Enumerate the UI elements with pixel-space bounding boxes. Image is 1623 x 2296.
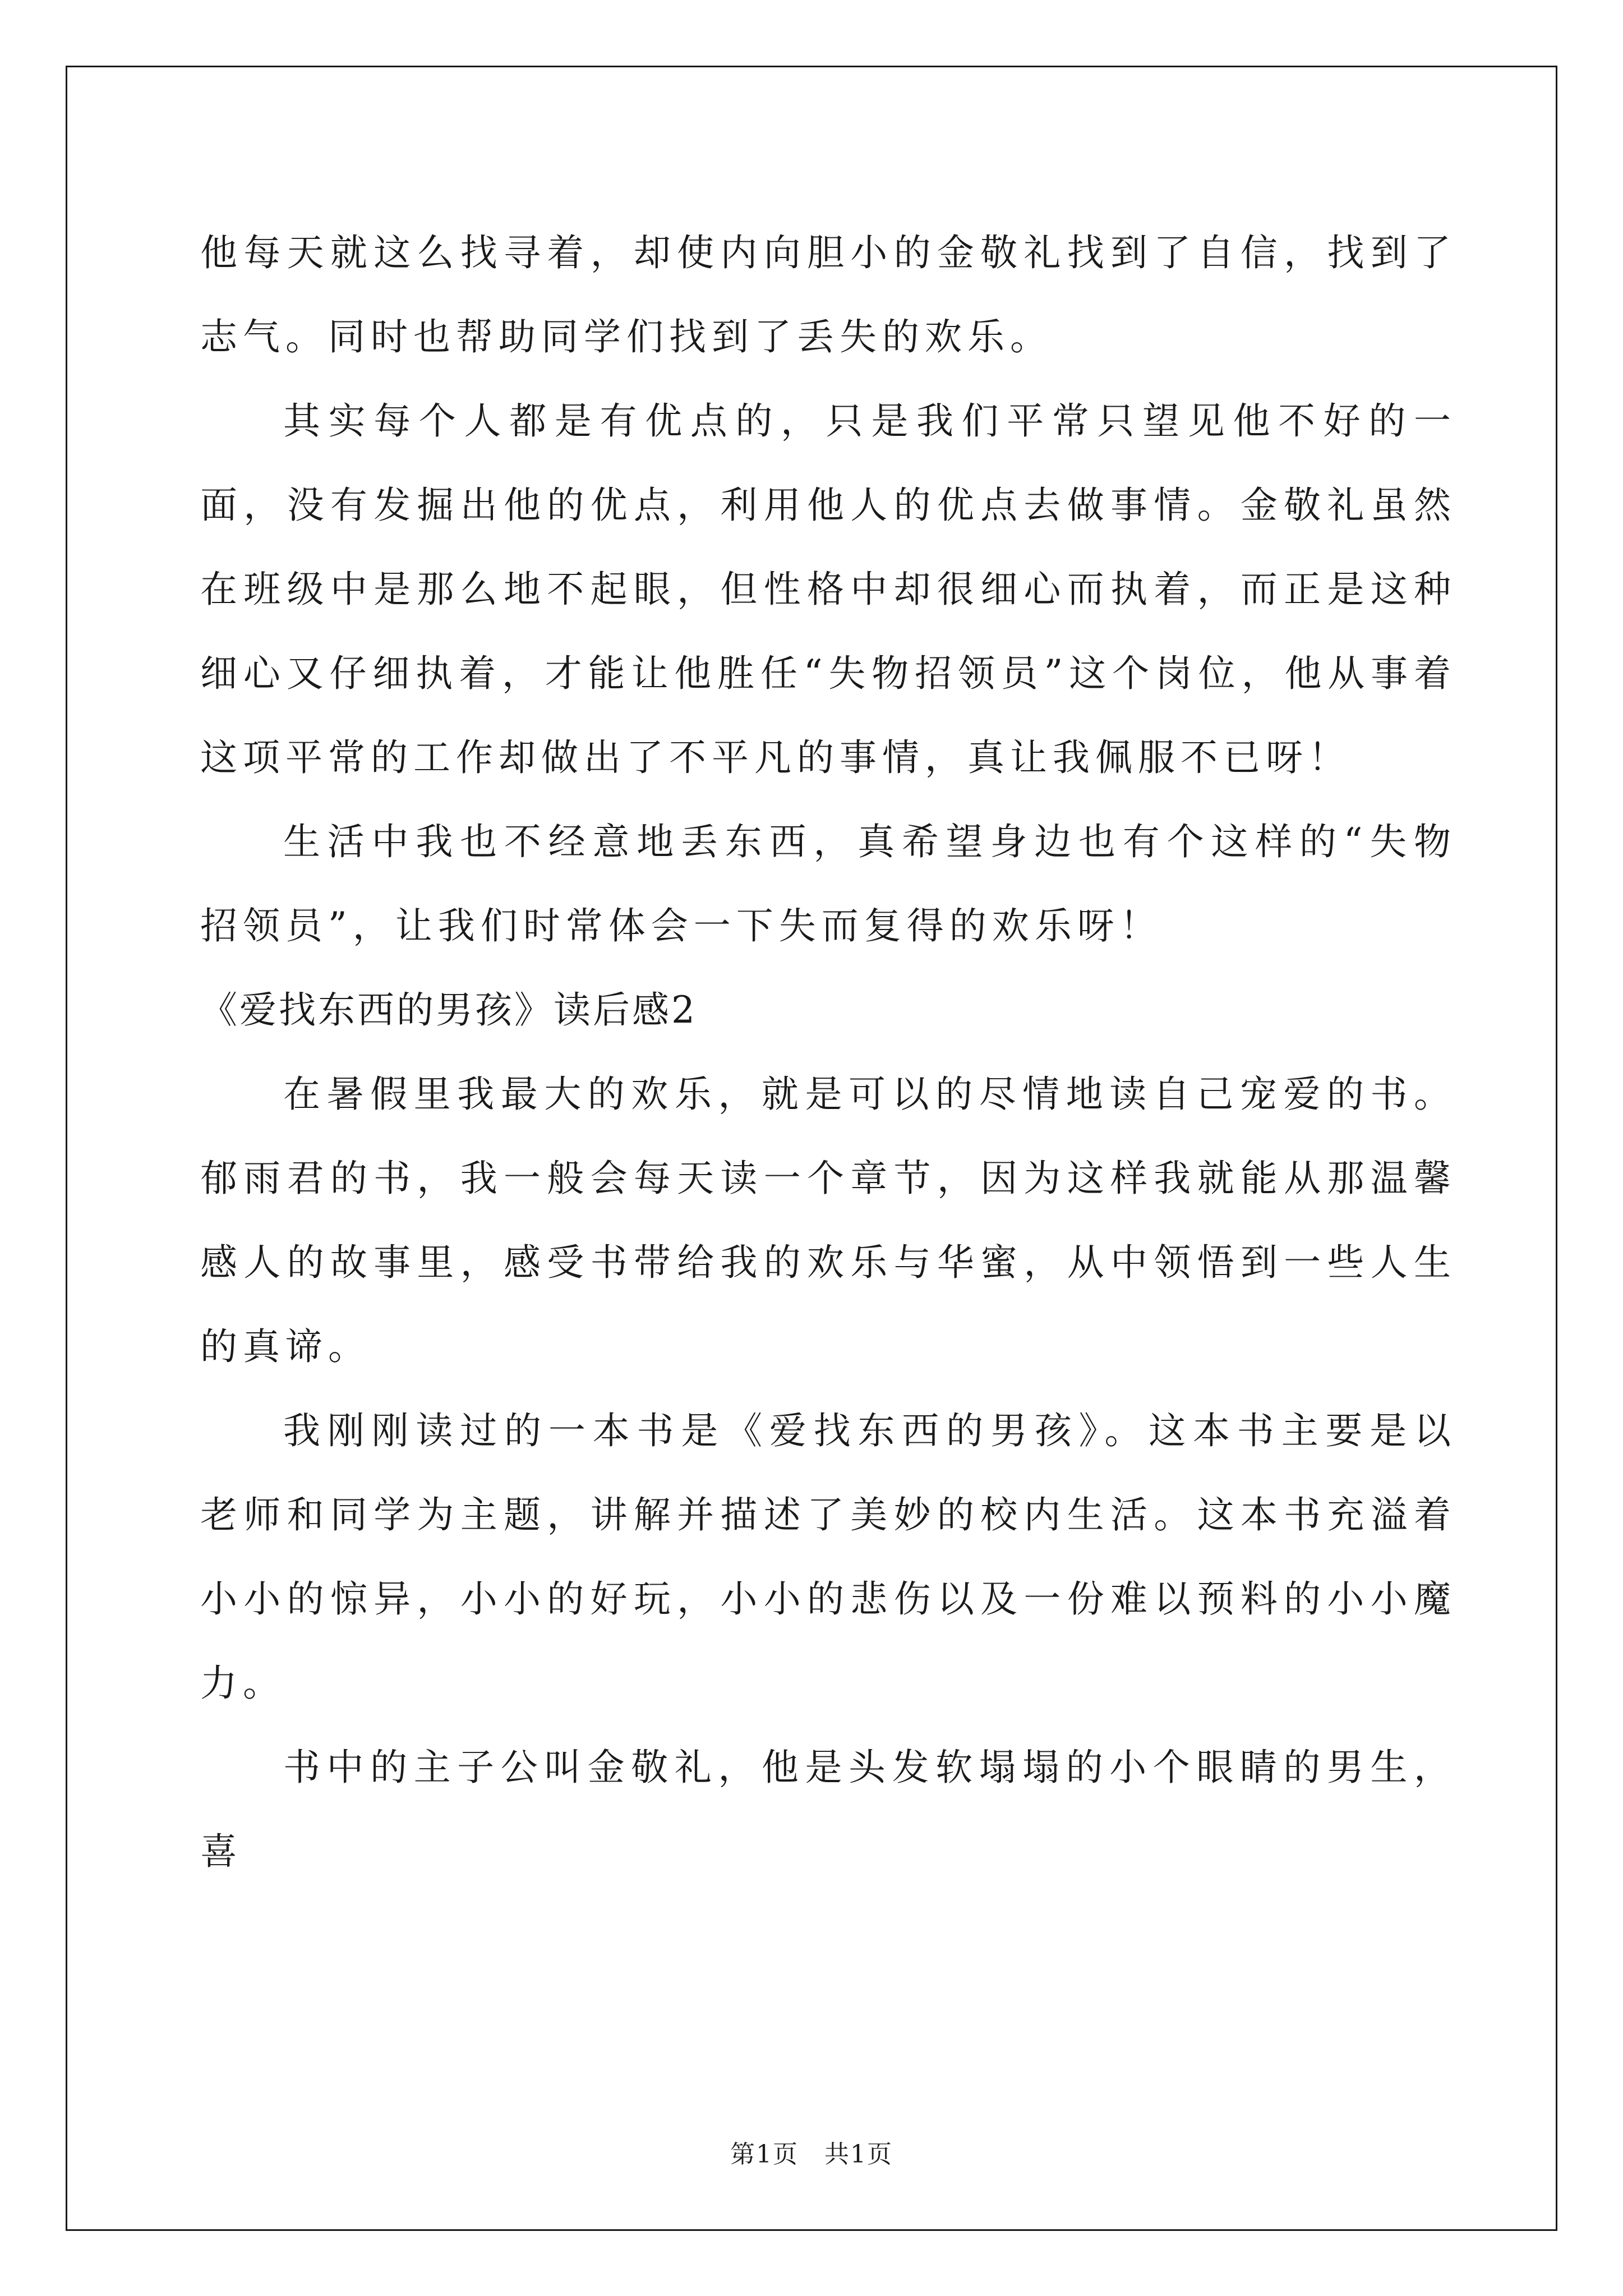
document-body xyxy=(200,211,1456,1894)
section-heading: 《爱找东西的男孩》读后感2 xyxy=(200,988,697,1032)
paragraph-3: 生活中我也不经意地丢东西，真希望身边也有个这样的“失物招领员”，让我们时常体会一下失而复得的欢乐呀！ xyxy=(200,820,1456,947)
paragraph-4: 在暑假里我最大的欢乐，就是可以的尽情地读自己宠爱的书。郁雨君的书，我一般会每天读一个章节，因为这样我就能从那温馨感人的故事里，感受书带给我的欢乐与华蜜，从中领悟到一些人生的真谛。 xyxy=(200,1073,1456,1368)
paragraph-6: 书中的主子公叫金敬礼，他是头发软塌塌的小个眼睛的男生，喜 xyxy=(200,1746,1456,1873)
paragraph-1: 他每天就这么找寻着，却使内向胆小的金敬礼找到了自信，找到了志气。同时也帮助同学们找到了丢失的欢乐。 xyxy=(200,231,1456,358)
paragraph-2: 其实每个人都是有优点的，只是我们平常只望见他不好的一面，没有发掘出他的优点，利用他人的优点去做事情。金敬礼虽然在班级中是那么地不起眼，但性格中却很细心而执着，而正是这种细心又仔细执着，才能让他胜任“失物招领员”这个岗位，他从事着这项平常的工作却做出了不平凡的事情，真让我佩服不已呀！ xyxy=(200,399,1456,779)
paragraph-5: 我刚刚读过的一本书是《爱找东西的男孩》。这本书主要是以老师和同学为主题，讲解并描述了美妙的校内生活。这本书充溢着小小的惊异，小小的好玩，小小的悲伤以及一份难以预料的小小魔力。 xyxy=(200,1409,1456,1705)
page-footer: 第1页 共1页 xyxy=(730,2140,893,2169)
